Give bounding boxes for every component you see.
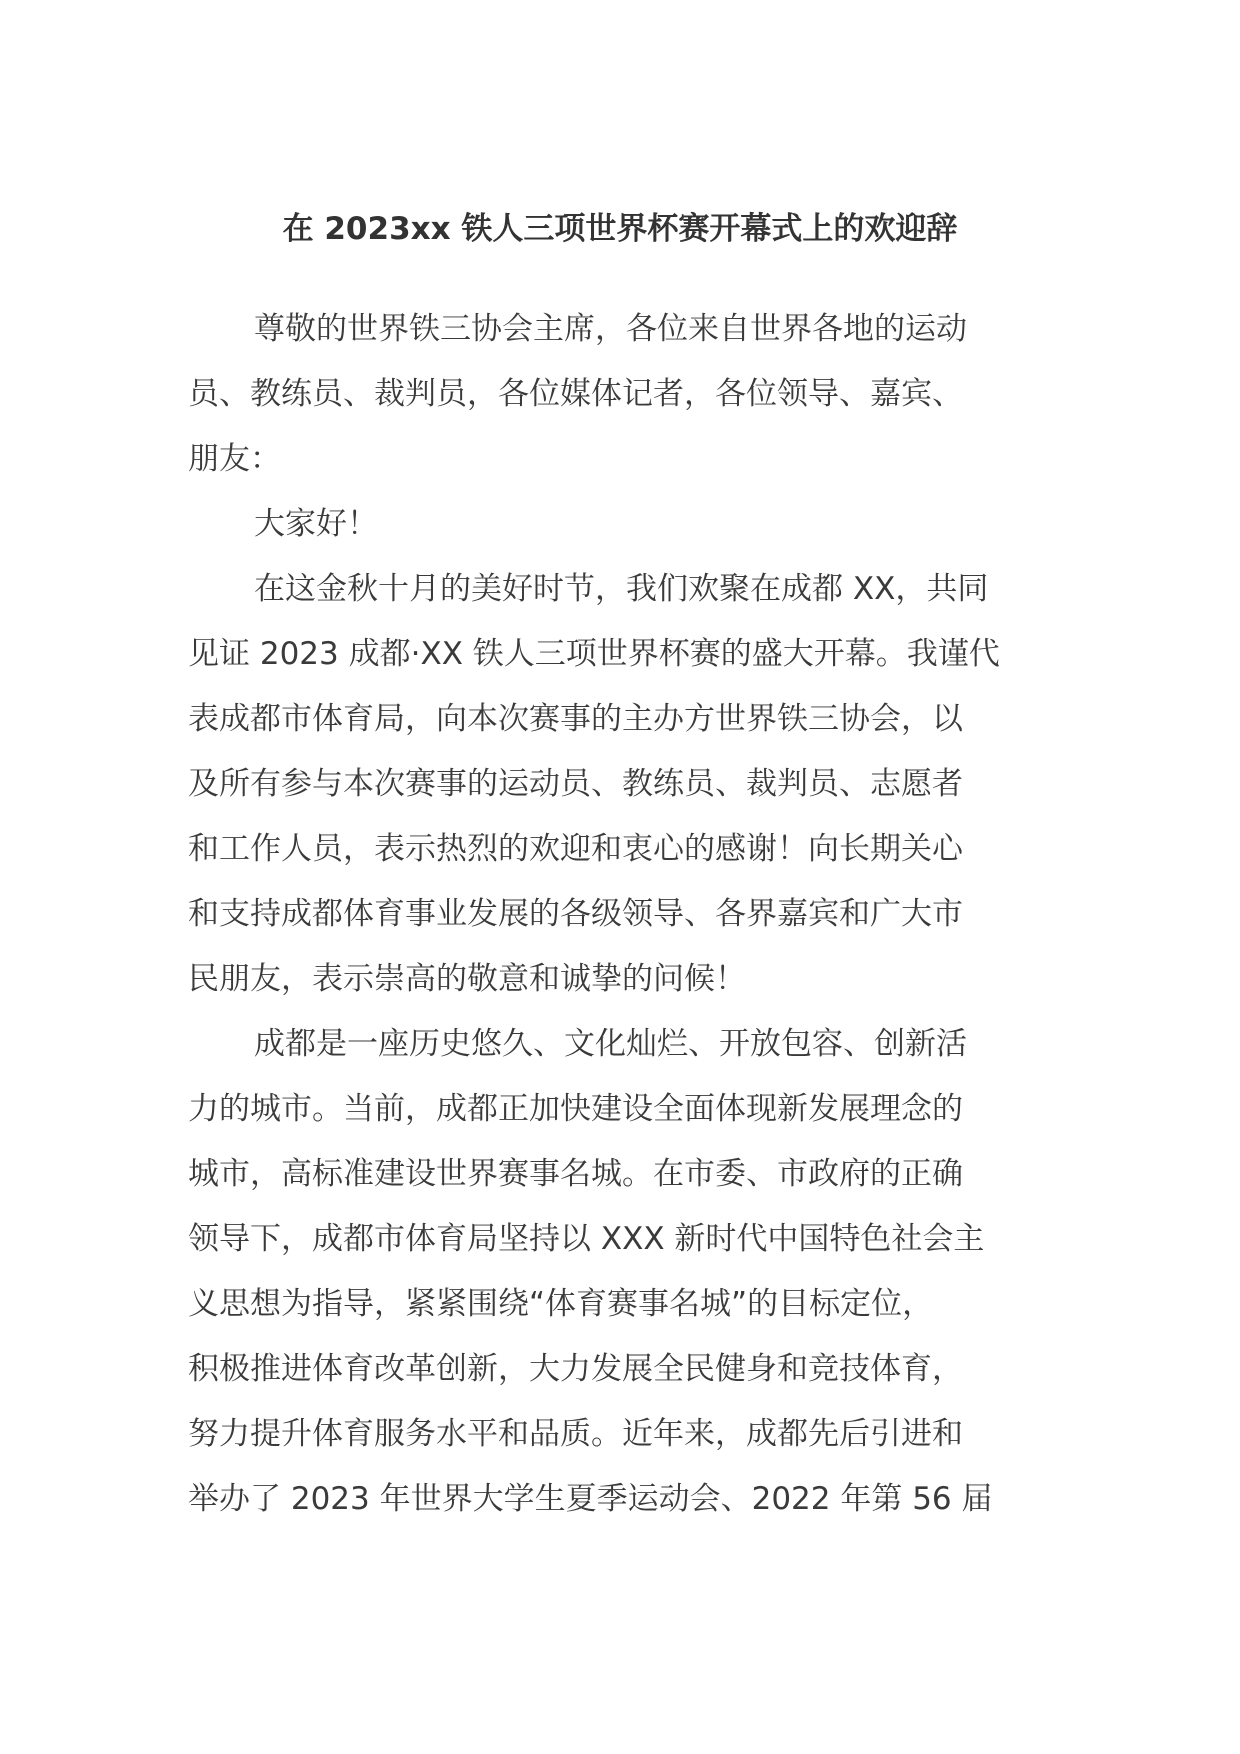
- paragraph-line: 及所有参与本次赛事的运动员、教练员、裁判员、志愿者: [188, 766, 963, 802]
- paragraph-line: 和支持成都体育事业发展的各级领导、各界嘉宾和广大市: [188, 896, 963, 932]
- paragraph-line: 义思想为指导，紧紧围绕“体育赛事名城”的目标定位，: [188, 1286, 934, 1322]
- paragraph-line: 城市，高标准建设世界赛事名城。在市委、市政府的正确: [188, 1156, 963, 1192]
- paragraph-line: 力的城市。当前，成都正加快建设全面体现新发展理念的: [188, 1091, 963, 1127]
- paragraph-line: 见证 2023 成都·XX 铁人三项世界杯赛的盛大开幕。我谨代: [188, 636, 1000, 672]
- paragraph-line: 和工作人员，表示热烈的欢迎和衷心的感谢！向长期关心: [188, 831, 963, 867]
- paragraph-line: 尊敬的世界铁三协会主席，各位来自世界各地的运动: [254, 311, 967, 347]
- paragraph-line: 举办了 2023 年世界大学生夏季运动会、2022 年第 56 届: [188, 1481, 993, 1517]
- paragraph-line: 在这金秋十月的美好时节，我们欢聚在成都 XX，共同: [254, 571, 989, 607]
- paragraph-line: 大家好！: [254, 506, 378, 542]
- paragraph-line: 表成都市体育局，向本次赛事的主办方世界铁三协会，以: [188, 701, 963, 737]
- paragraph-line: 积极推进体育改革创新，大力发展全民健身和竞技体育，: [188, 1351, 963, 1387]
- paragraph-line: 努力提升体育服务水平和品质。近年来，成都先后引进和: [188, 1416, 963, 1452]
- paragraph-line: 领导下，成都市体育局坚持以 XXX 新时代中国特色社会主: [188, 1221, 985, 1257]
- paragraph-line: 员、教练员、裁判员，各位媒体记者，各位领导、嘉宾、: [188, 376, 963, 412]
- document-title: 在 2023xx 铁人三项世界杯赛开幕式上的欢迎辞: [282, 211, 958, 247]
- paragraph-line: 成都是一座历史悠久、文化灿烂、开放包容、创新活: [254, 1026, 967, 1062]
- paragraph-line: 朋友：: [188, 441, 281, 477]
- paragraph-line: 民朋友，表示崇高的敬意和诚挚的问候！: [188, 961, 746, 997]
